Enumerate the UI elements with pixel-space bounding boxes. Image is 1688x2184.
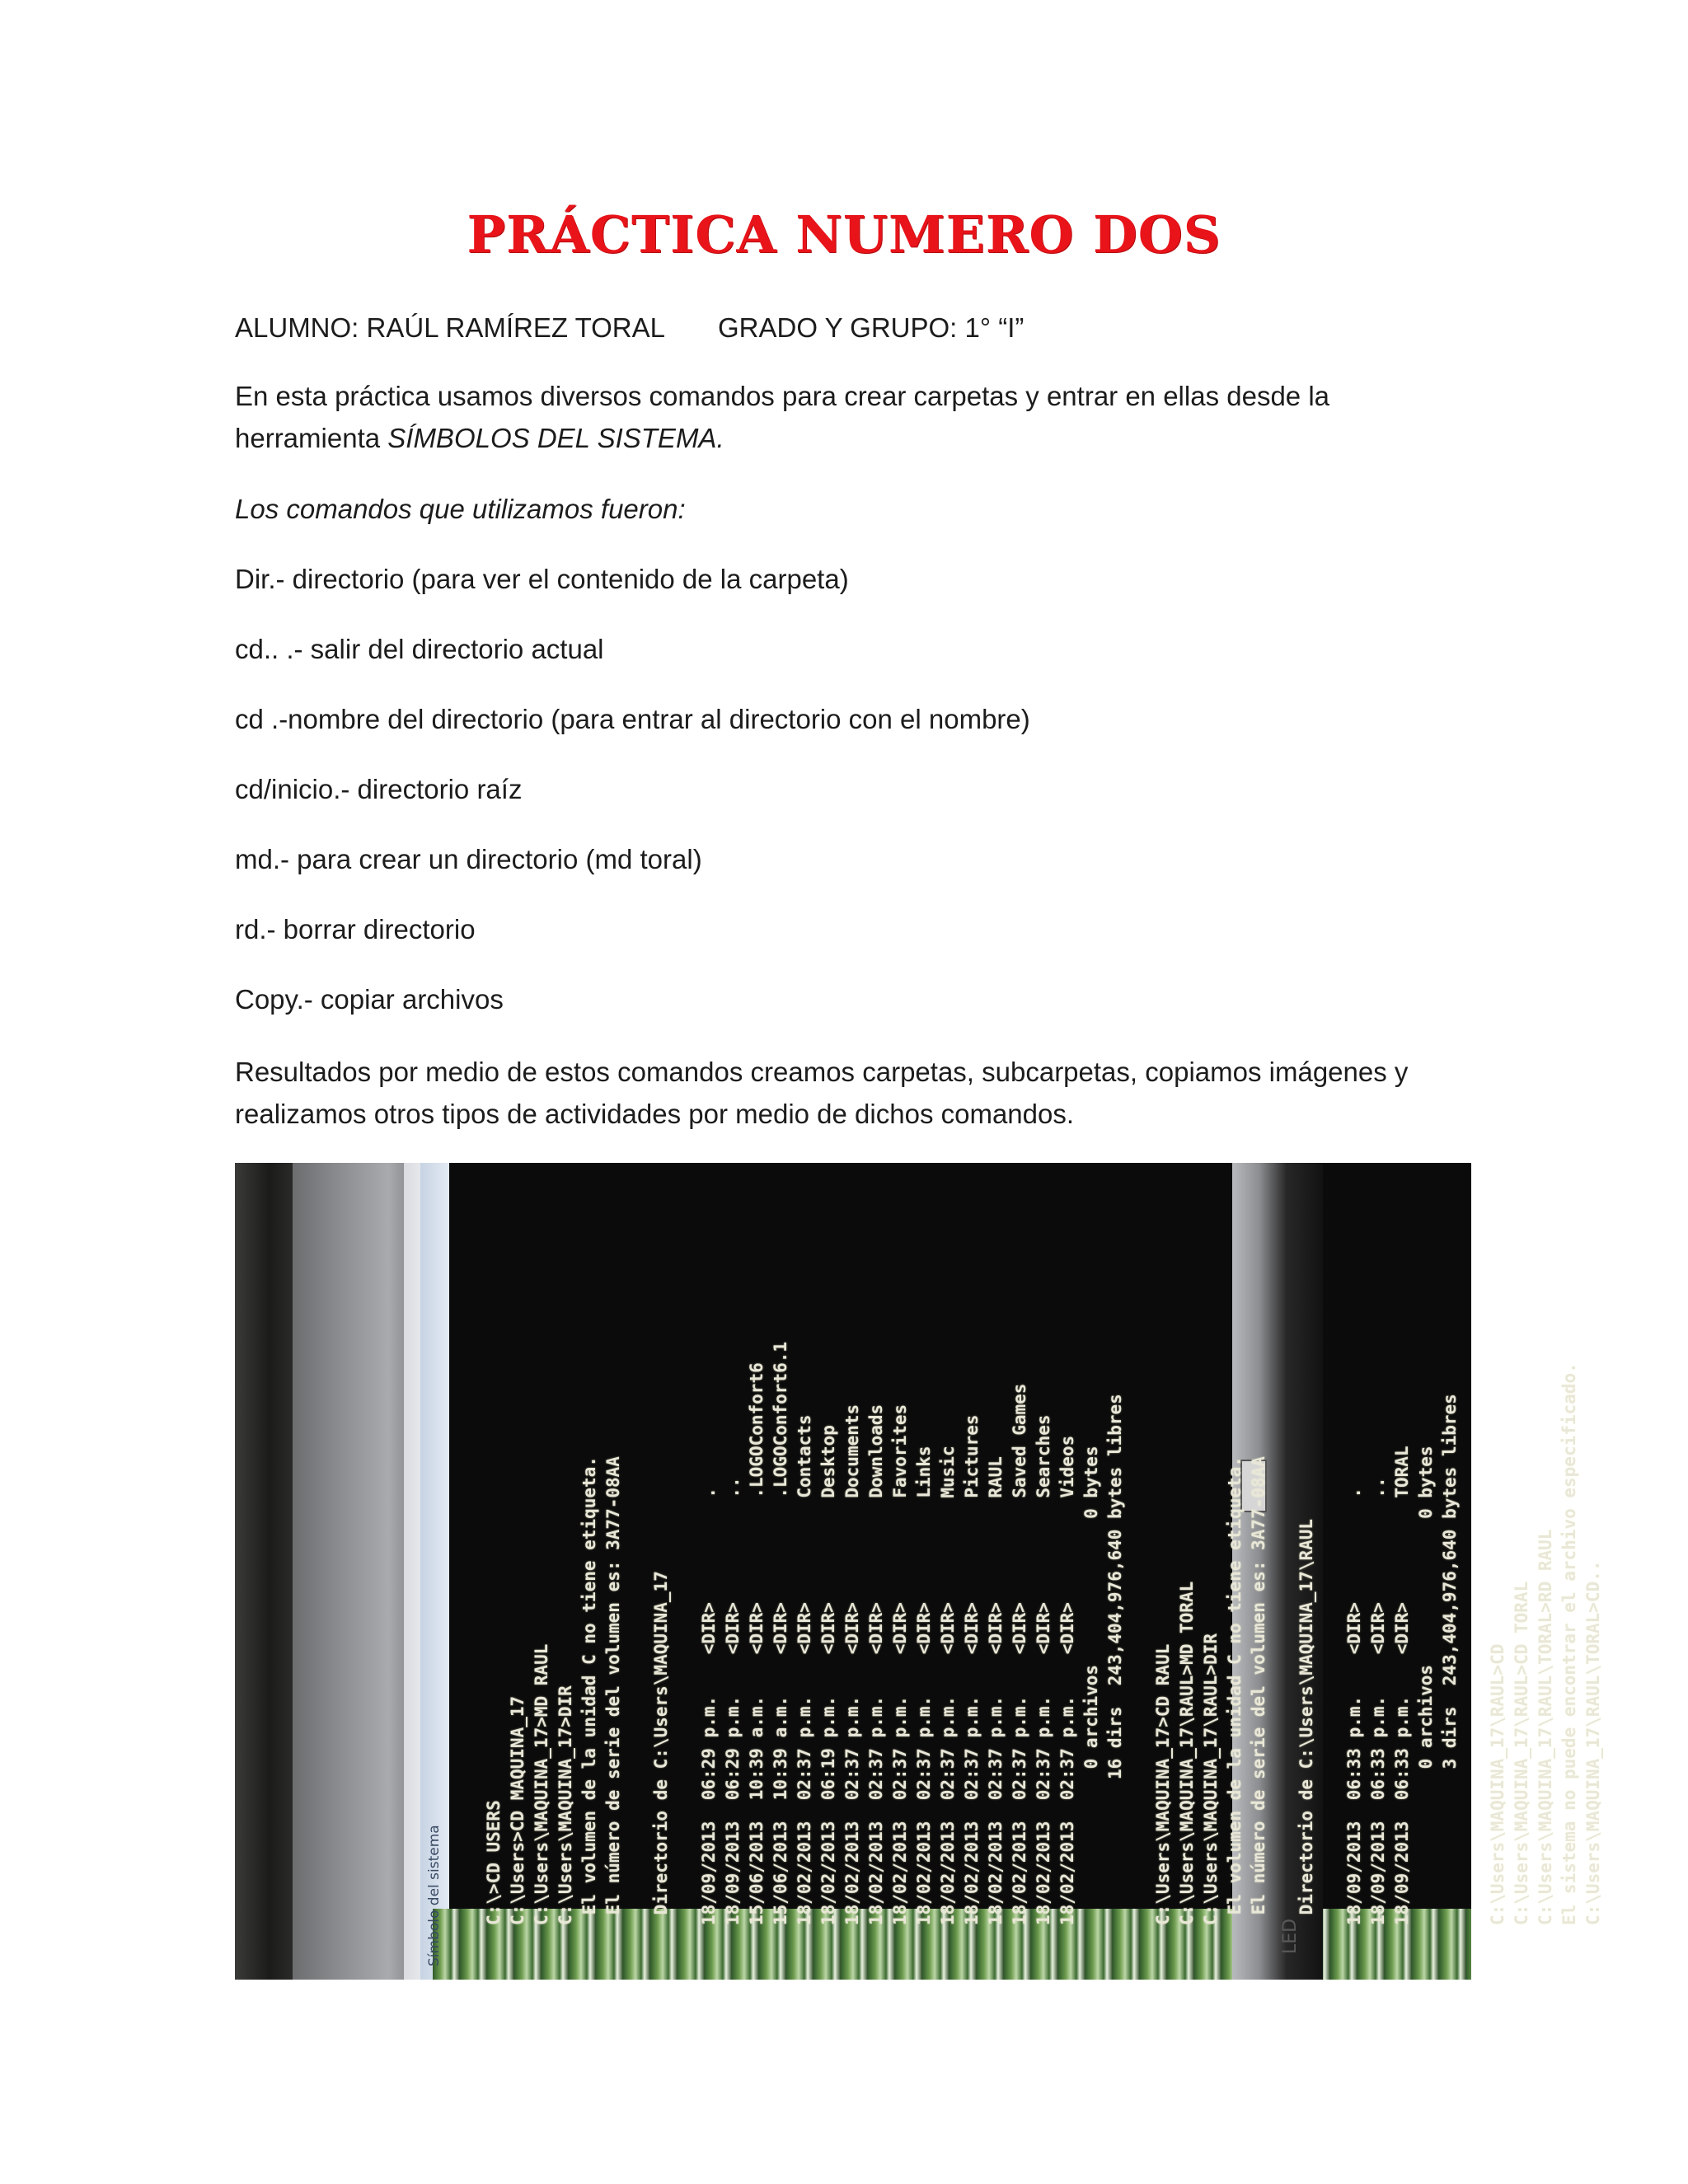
console-line: 15/06/2013 10:39 a.m. <DIR> .LOGOConfort6 — [747, 1362, 767, 1925]
console-line: 18/02/2013 02:37 p.m. <DIR> Documents — [842, 1404, 862, 1925]
console-line: C:\Users\MAQUINA_17\RAUL>MD TORAL — [1177, 1581, 1197, 1925]
console-line: 18/02/2013 02:37 p.m. <DIR> Saved Games — [1010, 1383, 1029, 1925]
console-line: 18/09/2013 06:33 p.m. <DIR> .. — [1368, 1477, 1388, 1925]
command-item-md: md.- para crear un directorio (md toral) — [235, 844, 702, 874]
console-line — [1319, 1183, 1343, 1925]
console-line: C:\Users\MAQUINA_17>MD RAUL — [532, 1643, 551, 1925]
console-line: 15/06/2013 10:39 a.m. <DIR> .LOGOConfort6.1 — [771, 1341, 790, 1925]
results-paragraph: Resultados por medio de estos comandos creamos carpetas, subcarpetas, copiamos imágenes y realizamos otros tipos de actividades por medio de dichos comandos. — [235, 1057, 1409, 1129]
console-line: 18/02/2013 06:19 p.m. <DIR> Desktop — [818, 1425, 838, 1925]
student-group: GRADO Y GRUPO: 1° “I” — [718, 312, 1025, 343]
console-line — [1271, 1183, 1295, 1925]
console-line: 18/09/2013 06:33 p.m. <DIR> . — [1344, 1487, 1364, 1925]
console-line: 18/02/2013 02:37 p.m. <DIR> Links — [914, 1446, 934, 1925]
console-line: El sistema no puede encontrar el archivo especificado. — [1559, 1362, 1579, 1925]
console-line: 18/02/2013 02:37 p.m. <DIR> Pictures — [962, 1414, 982, 1925]
console-line — [1128, 1183, 1151, 1925]
console-line: Directorio de C:\Users\MAQUINA_17 — [651, 1571, 671, 1925]
console-line: C:\Users\MAQUINA_17\RAUL\TORAL>CD.. — [1583, 1560, 1603, 1925]
console-line: 0 archivos 0 bytes — [1081, 1446, 1101, 1925]
console-line: C:\Users\MAQUINA_17>CD RAUL — [1153, 1643, 1173, 1925]
student-name: ALUMNO: RAÚL RAMÍREZ TORAL — [235, 312, 665, 343]
console-line: 18/09/2013 06:29 p.m. <DIR> . — [699, 1487, 719, 1925]
intro-paragraph — [235, 375, 1455, 459]
command-item-cd-name: cd .-nombre del directorio (para entrar al directorio con el nombre) — [235, 704, 1030, 734]
console-line: 18/02/2013 02:37 p.m. <DIR> Contacts — [795, 1414, 814, 1925]
command-item-cd-root: cd/inicio.- directorio raíz — [235, 774, 523, 804]
command-item-cd-up: cd.. .- salir del directorio actual — [235, 634, 604, 664]
console-line: 18/09/2013 06:33 p.m. <DIR> TORAL — [1392, 1446, 1412, 1925]
monitor-bezel — [235, 1163, 293, 1980]
console-line: 18/02/2013 02:37 p.m. <DIR> Music — [938, 1446, 958, 1925]
intro-text: En esta práctica usamos diversos comandos para crear carpetas y entrar en ellas desde la herramienta — [235, 381, 1330, 453]
console-line: C:\Users>CD MAQUINA_17 — [508, 1695, 528, 1925]
console-line: 0 archivos 0 bytes — [1416, 1446, 1436, 1925]
console-line: 18/02/2013 02:37 p.m. <DIR> Searches — [1034, 1414, 1053, 1925]
console-line: 18/09/2013 06:29 p.m. <DIR> .. — [723, 1477, 743, 1925]
console-line: El volumen de la unidad C no tiene etiqueta. — [1225, 1456, 1245, 1925]
console-line: 18/02/2013 02:37 p.m. <DIR> Downloads — [866, 1404, 886, 1925]
document-title: PRÁCTICA NUMERO DOS — [467, 204, 1221, 265]
student-info-line — [235, 307, 1455, 349]
console-text — [482, 1183, 1606, 1925]
console-line — [673, 1183, 697, 1925]
console-line: El número de serie del volumen es: 3A77-08AA — [603, 1456, 623, 1925]
console-line: 18/02/2013 02:37 p.m. <DIR> RAUL — [986, 1456, 1006, 1925]
console-line: C:\Users\MAQUINA_17\RAUL>CD TORAL — [1512, 1581, 1531, 1925]
console-line: Directorio de C:\Users\MAQUINA_17\RAUL — [1296, 1518, 1316, 1925]
console-line: 16 dirs 243,404,976,640 bytes libres — [1105, 1394, 1125, 1925]
commands-heading: Los comandos que utilizamos fueron: — [235, 494, 686, 524]
monitor-frame — [293, 1163, 420, 1980]
console-line: C:\Users\MAQUINA_17\RAUL>CD — [1488, 1643, 1507, 1925]
console-line: C:\Users\MAQUINA_17\RAUL\TORAL>RD RAUL — [1536, 1529, 1555, 1925]
console-line: 18/02/2013 02:37 p.m. <DIR> Videos — [1057, 1435, 1077, 1925]
command-prompt-photo — [235, 1163, 1603, 1980]
monitor-brand-label: LED — [1280, 1918, 1301, 1954]
console-line: 18/02/2013 02:37 p.m. <DIR> Favorites — [890, 1404, 910, 1925]
console-line: C:\>CD USERS — [484, 1800, 504, 1925]
console-line: C:\Users\MAQUINA_17>DIR — [556, 1685, 575, 1925]
console-line — [626, 1183, 649, 1925]
command-item-rd: rd.- borrar directorio — [235, 914, 476, 944]
window-title: Símbolo del sistema — [426, 1825, 443, 1966]
command-item-dir: Dir.- directorio (para ver el contenido de la carpeta) — [235, 564, 849, 594]
console-line: 3 dirs 243,404,976,640 bytes libres — [1440, 1394, 1460, 1925]
intro-tool-name: SÍMBOLOS DEL SISTEMA. — [387, 423, 724, 453]
console-line: C:\Users\MAQUINA_17\RAUL>DIR — [1201, 1633, 1221, 1925]
command-item-copy: Copy.- copiar archivos — [235, 984, 504, 1015]
console-line — [1462, 1183, 1486, 1925]
console-line: El número de serie del volumen es: 3A77-08AA — [1249, 1456, 1268, 1925]
console-line: El volumen de la unidad C no tiene etiqueta. — [579, 1456, 599, 1925]
